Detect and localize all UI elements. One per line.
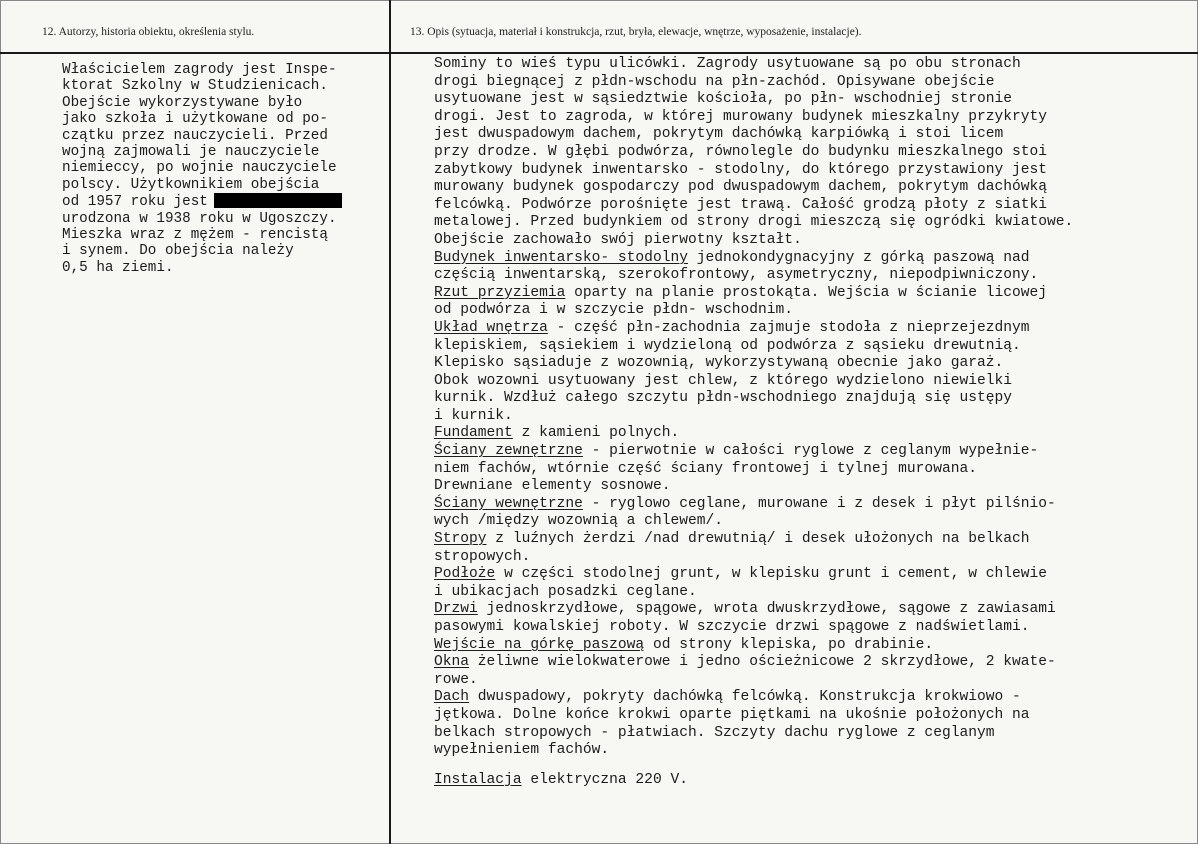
text-line: niemieccy, po wojnie nauczyciele [62,160,337,177]
section-label: Układ wnętrza [434,319,548,336]
section-line [434,531,1073,549]
text-line: Drewniane elementy sosnowe. [434,478,671,495]
text-line: stropowych. [434,548,531,565]
text-segment: w części stodolnej grunt, w klepisku grunt i cement, w chlewie [495,566,1048,583]
column-divider [389,0,391,844]
text-line: urodzona w 1938 roku w Ugoszczy. [62,210,337,227]
text-line-with-redaction [62,193,342,210]
section-label: Ściany wewnętrzne [434,495,583,512]
text-line: drogi. Jest to zagroda, w której murowany budynek mieszkalny przykryty [434,108,1048,125]
section-line [434,443,1073,461]
text-line: Obok wozowni usytuowany jest chlew, z którego wydzielono niewielki [434,372,1013,389]
section-line [434,601,1073,619]
text-line: wypełnieniem fachów. [434,742,610,759]
text-segment: - część płn-zachodnia zajmuje stodoła z nieprzejezdnym [547,319,1030,336]
section-label: Instalacja [434,771,522,788]
text-segment: od strony klepiska, po drabinie. [644,636,934,653]
text-line: drogi biegnącej z płdn-wschodu na płn-zachód. Opisywane obejście [434,73,995,90]
text-segment: elektryczna 220 V. [521,771,688,788]
section-label: Fundament [434,425,513,442]
text-segment: oparty na planie prostokąta. Wejścia w ścianie licowej [565,284,1048,301]
text-line: Obejście wykorzystywane było [62,94,303,111]
text-line: i kurnik. [434,407,513,424]
text-line: Obejście zachowało swój pierwotny kształt. [434,231,802,248]
section-label: Okna [434,654,470,671]
text-line: niem fachów, wtórnie część ściany frontowej i tylnej murowana. [434,460,977,477]
text-line: częścią inwentarską, szerokofrontowy, asymetryczny, niepodpiwniczony. [434,267,1039,284]
section-line [434,566,1073,584]
text-line: felcówką. Podwórze porośnięte jest trawą. Całość grodzą płoty z siatki [434,196,1048,213]
text-line: jętkowa. Dolne końce krokwi oparte piętkami na ukośnie położonych na [434,706,1030,723]
text-line: jako szkoła i użytkowane od po- [62,111,328,128]
section-line [434,637,1073,655]
text-line: i ubikacjach posadzki ceglane. [434,583,697,600]
text-line: kurnik. Wzdłuż całego szczytu płdn-wschodniego znajdują się ustępy [434,390,1013,407]
section-line [434,689,1073,707]
text-line: pasowymi kowalskiej roboty. W szczycie drzwi spągowe z nadświetlami. [434,619,1030,635]
section-label: Rzut przyziemia [434,284,566,301]
text-line: metalowej. Przed budynkiem od strony drogi mieszczą się ogródki kwiatowe. [434,214,1074,231]
text-segment: - ryglowo ceglane, murowane i z desek i płyt pilśnio- [582,495,1056,512]
section-line [434,320,1073,338]
text-line: i synem. Do obejścia należy [62,243,294,260]
section-label: Dach [434,689,470,706]
text-segment: jednoskrzydłowe, spągowe, wrota dwuskrzydłowe, sągowe z zawiasami [477,601,1056,618]
text-segment: z luźnych żerdzi /nad drewutnią/ i desek ułożonych na belkach [486,531,1030,548]
right-column-heading: 13. Opis (sytuacja, materiał i konstrukcja, rzut, bryła, elewacje, wnętrze, wyposażenie, instalacje). [410,26,862,38]
text-line: 0,5 ha ziemi. [62,259,174,276]
text-line: Właścicielem zagrody jest Inspe- [62,62,337,78]
text-line: polscy. Użytkownikiem obejścia [62,176,320,193]
text-line: murowany budynek gospodarczy pod dwuspadowym dachem, pokrytym dachówką [434,179,1048,196]
section-line [434,654,1073,672]
text-segment: z kamieni polnych. [512,425,680,442]
text-line: wojną zajmowali je nauczyciele [62,144,320,161]
text-line: rowe. [434,671,478,688]
text-segment: od 1957 roku jest [62,194,208,211]
section-label: Drzwi [434,601,478,618]
text-line: ktorat Szkolny w Studzienicach. [62,78,328,95]
left-column-text [62,62,342,276]
section-line [434,425,1073,443]
header-rule [0,52,1198,54]
text-line: przy drodze. W głębi podwórza, równolegle do budynku mieszkalnego stoi [434,143,1048,160]
text-line: Sominy to wieś typu ulicówki. Zagrody usytuowane są po obu stronach [434,56,1021,72]
section-label: Podłoże [434,566,496,583]
text-segment: - pierwotnie w całości ryglowe z ceglanym wypełnie- [582,443,1039,460]
text-line: od podwórza i w szczycie płdn- wschodnim. [434,302,794,319]
text-line: belkach stropowych - płatwiach. Szczyty dachu ryglowe z ceglanym [434,724,995,741]
section-line [434,772,1073,790]
text-line: Mieszka wraz z mężem - rencistą [62,227,328,244]
text-line: jest dwuspadowym dachem, pokrytym dachówką karpiówką i stoi licem [434,126,1004,143]
section-label: Wejście na górkę paszową [434,636,645,653]
text-segment: dwuspadowy, pokryty dachówką felcówką. Konstrukcja krokwiowo - [469,689,1021,706]
section-label: Stropy [434,531,487,548]
text-line: usytuowane jest w sąsiedztwie kościoła, po płn- wschodniej stronie [434,91,1013,108]
text-line: klepiskiem, sąsiekiem i wydzieloną od podwórza z sąsieku drewutnią. [434,337,1021,354]
text-segment: żeliwne wielokwaterowe i jedno ościeżnicowe 2 skrzydłowe, 2 kwate- [469,654,1056,671]
text-line: czątku przez nauczycieli. Przed [62,127,328,144]
section-line [434,285,1073,303]
left-column-heading: 12. Autorzy, historia obiektu, określenia stylu. [42,26,255,38]
section-label: Budynek inwentarsko- stodolny [434,249,688,266]
text-segment: jednokondygnacyjny z górką paszową nad [687,249,1030,266]
text-line: zabytkowy budynek inwentarsko - stodolny, do którego przystawiony jest [434,161,1048,178]
redaction-bar [214,193,342,208]
text-line: wych /między wozownią a chlewem/. [434,513,724,530]
section-line [434,496,1073,514]
section-line [434,250,1073,268]
text-line: Klepisko sąsiaduje z wozownią, wykorzystywaną obecnie jako garaż. [434,355,1004,372]
section-label: Ściany zewnętrzne [434,443,583,460]
spacer [434,760,1073,772]
right-column-text [434,56,1073,789]
